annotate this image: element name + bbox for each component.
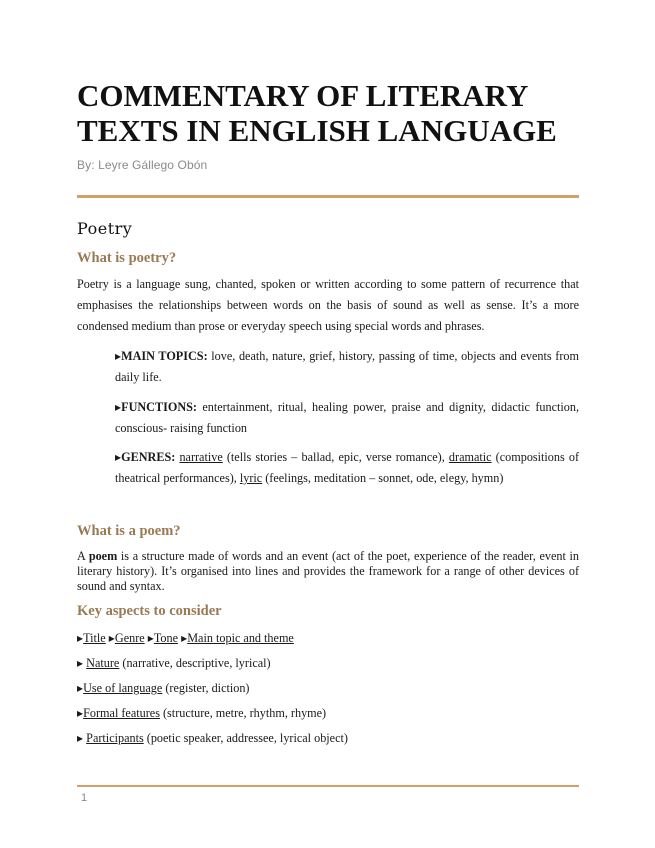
bullet-marker: ▸ <box>147 631 154 645</box>
aspect-formal-desc: (structure, metre, rhythm, rhyme) <box>159 706 327 720</box>
aspect-use-of-language: Use of language <box>83 681 163 695</box>
genre-dramatic-desc: (compositions of theatrical performances), <box>115 450 580 485</box>
genre-narrative: narrative <box>179 450 223 464</box>
genre-narrative-desc: (tells stories – ballad, epic, verse romance), <box>222 450 449 464</box>
aspect-participants-desc: (poetic speaker, addressee, lyrical object) <box>143 731 348 745</box>
subheading-key-aspects: Key aspects to consider <box>77 603 222 619</box>
poem-lead: A <box>77 549 89 563</box>
poetry-definition-paragraph: Poetry is a language sung, chanted, spoken or written according to some pattern of recurrence that emphasises the relationships between words on the basis of sound as well as sense. It’s a more condensed medium than prose or everyday speech using special words and phrases. <box>77 277 579 333</box>
footer-divider <box>77 785 579 787</box>
functions-text: entertainment, ritual, healing power, praise and dignity, didactic function, conscious- raising function <box>115 400 579 435</box>
aspect-participants-line <box>77 731 348 746</box>
genres-label: GENRES: <box>121 450 176 464</box>
aspect-formal-features: Formal features <box>83 706 160 720</box>
title-line-1: COMMENTARY OF LITERARY <box>77 78 529 113</box>
aspect-genre: Genre <box>114 631 145 645</box>
aspect-nature-line <box>77 656 271 671</box>
aspect-participants: Participants <box>86 731 144 745</box>
bullet-main-topics <box>115 346 579 388</box>
page-number: 1 <box>81 792 88 804</box>
document-title <box>77 78 597 148</box>
aspect-language-line <box>77 681 250 696</box>
section-heading-poetry: Poetry <box>77 219 133 238</box>
genre-lyric: lyric <box>239 471 263 485</box>
bullet-marker: ▸ <box>108 631 115 645</box>
bullet-functions <box>115 397 579 439</box>
bullet-marker: ▸ <box>77 631 84 645</box>
poem-definition-paragraph <box>77 549 579 594</box>
genre-dramatic: dramatic <box>448 450 492 464</box>
poem-rest: is a structure made of words and an event (act of the poet, experience of the reader, event in literary history). It’s organised into lines and provides the framework for a range of other devices of sound and syntax. <box>77 549 579 593</box>
aspect-language-desc: (register, diction) <box>162 681 250 695</box>
aspect-main-topic: Main topic and theme <box>187 631 294 645</box>
aspect-nature-desc: (narrative, descriptive, lyrical) <box>119 656 271 670</box>
aspect-nature: Nature <box>86 656 120 670</box>
bullet-marker: ▸ <box>115 450 122 464</box>
bullet-marker: ▸ <box>115 349 122 363</box>
bullet-marker: ▸ <box>77 681 84 695</box>
author-byline: By: Leyre Gállego Obón <box>77 158 208 172</box>
aspect-tone: Tone <box>153 631 179 645</box>
title-line-2: TEXTS IN ENGLISH LANGUAGE <box>77 113 557 148</box>
bullet-marker: ▸ <box>77 706 84 720</box>
bullet-genres <box>115 447 579 489</box>
subheading-what-is-a-poem: What is a poem? <box>77 523 181 539</box>
aspect-formal-line <box>77 706 326 721</box>
aspect-title: Title <box>83 631 106 645</box>
subheading-what-is-poetry: What is poetry? <box>77 250 177 266</box>
poem-term: poem <box>88 549 118 563</box>
genre-lyric-desc: (feelings, meditation – sonnet, ode, elegy, hymn) <box>262 471 504 485</box>
header-divider <box>77 195 579 198</box>
bullet-marker: ▸ <box>77 731 87 745</box>
main-topics-label: MAIN TOPICS: <box>121 349 208 363</box>
bullet-marker: ▸ <box>181 631 188 645</box>
key-aspects-row-1 <box>77 631 294 646</box>
functions-label: FUNCTIONS: <box>121 400 197 414</box>
bullet-marker: ▸ <box>115 400 122 414</box>
main-topics-text: love, death, nature, grief, history, passing of time, objects and events from daily life. <box>115 349 579 384</box>
bullet-marker: ▸ <box>77 656 87 670</box>
